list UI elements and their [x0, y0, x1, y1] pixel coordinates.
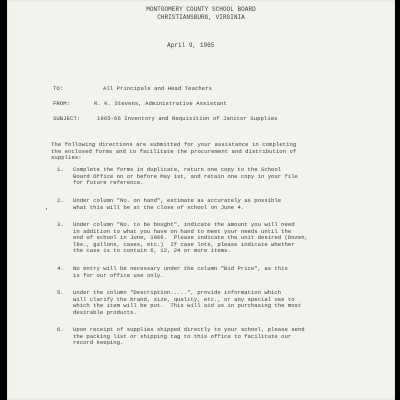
- margin-mark: ,: [45, 204, 49, 211]
- to-label: TO:: [53, 85, 64, 92]
- subject-value: 1965-66 Inventory and Requisition of Janitor Supplies: [97, 115, 278, 122]
- letterhead-title: MONTGOMERY COUNTY SCHOOL BOARD: [146, 6, 256, 13]
- item-text: Complete the forms in duplicate, return one copy to the School Board Office on or before May 1st, and retain one copy in your file for future reference.: [73, 166, 298, 187]
- item-number: 4.: [57, 265, 64, 272]
- to-value: All Principals and Head Teachers: [103, 85, 213, 92]
- letterhead-location: CHRISTIANSBURG, VIRGINIA: [157, 14, 245, 21]
- item-number: 5.: [57, 289, 64, 296]
- from-value: R. K. Stevens, Administrative Assistant: [94, 100, 227, 107]
- item-number: 6.: [57, 326, 64, 333]
- subject-label: SUBJECT:: [53, 115, 81, 122]
- item-text: Under column "No. on hand", estimate as accurately as possible what this will be at the close of school on June 4.: [73, 197, 282, 211]
- item-text: Upon receipt of supplies shipped directly to your school, please send the packing list or shipping tag to this office to facilitate our record keeping.: [73, 326, 305, 347]
- intro-paragraph: The following directions are submitted for your assistance in completing the enclosed forms and to facilitate the procurement and distribution of supplies:: [51, 141, 297, 162]
- item-text: Under the column "Description.....", provide information which will clarify the brand, size, quality, etc., or any special use to which the item will be put. This will aid us in purchasing the most desirable products.: [73, 289, 302, 316]
- from-label: FROM:: [53, 100, 71, 107]
- item-number: 1.: [57, 166, 64, 173]
- document-page: [7, 0, 395, 400]
- item-number: 3.: [57, 221, 64, 228]
- item-text: Under column "No. to be bought", indicate the amount you will need in addition to what you have on hand to meet your needs until the end of school in June, 1966. Please indicate the unit desired (Dozen, lbs., gallons, cases, etc.) If case lots, please indicate whether the case is to contain 6, 12, 24 or more items.: [73, 221, 308, 255]
- item-text: No entry will be necessary under the column "Bid Price", as this is for our office use only.: [73, 265, 288, 279]
- memo-date: April 9, 1965: [167, 42, 215, 49]
- item-number: 2.: [57, 197, 64, 204]
